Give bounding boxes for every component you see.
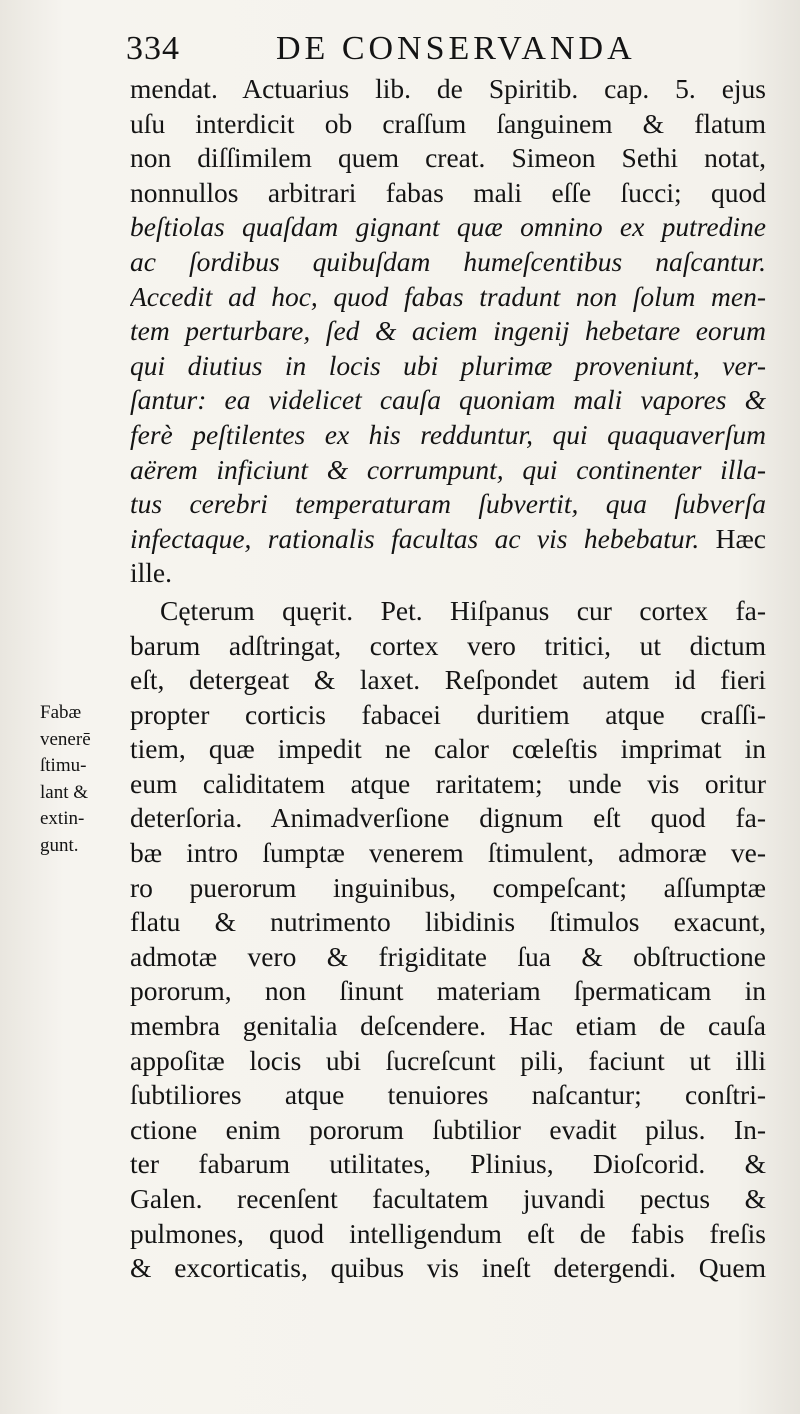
roman-segment: Hæc: [715, 522, 766, 554]
text-line: tiem, quæ impedit ne calor cœleſtis imprimat in: [130, 733, 766, 765]
text-line-italic: ferè peſtilentes ex his redduntur, qui quaquaverſum: [130, 418, 766, 450]
text-line: eſt, detergeat & laxet. Reſpondet autem id fieri: [130, 664, 766, 696]
text-line: appoſitæ locis ubi ſucreſcunt pili, faciunt ut illi: [130, 1044, 766, 1076]
page-header: [126, 28, 766, 68]
text-line-mixed: [130, 522, 766, 557]
text-line-italic: tus cerebri temperaturam ſubvertit, qua ſubverſa: [130, 488, 766, 520]
text-line: eum caliditatem atque raritatem; unde vis oritur: [130, 767, 766, 799]
text-line: uſu interdicit ob craſſum ſanguinem & flatum: [130, 107, 766, 139]
text-line: non diſſimilem quem creat. Simeon Sethi notat,: [130, 142, 766, 174]
text-line: membra genitalia deſcendere. Hac etiam de cauſa: [130, 1010, 766, 1042]
text-line: deterſoria. Animadverſione dignum eſt quod fa-: [130, 802, 766, 834]
text-line: mendat. Actuarius lib. de Spiritib. cap. 5. ejus: [130, 73, 766, 104]
margin-note-line: ſtimu-: [40, 755, 87, 776]
running-title: DE CONSERVANDA: [276, 30, 636, 67]
text-line: ctione enim pororum ſubtilior evadit pilus. In-: [130, 1113, 766, 1145]
text-line: flatu & nutrimento libidinis ſtimulos exacunt,: [130, 906, 766, 938]
italic-segment: infectaque, rationalis facultas ac vis hebebatur.: [130, 522, 700, 554]
text-line: & excorticatis, quibus vis ineſt detergendi. Quem: [130, 1252, 766, 1284]
text-line-italic: aërem inficiunt & corrumpunt, qui continenter illa-: [130, 453, 766, 485]
text-line: pulmones, quod intelligendum eſt de fabis freſis: [130, 1217, 766, 1249]
margin-note-line: lant &: [40, 781, 89, 803]
margin-note-line: extin-: [40, 808, 85, 829]
text-line: ille.: [130, 557, 173, 589]
text-line: Cęterum quęrit. Pet. Hiſpanus cur cortex fa-: [160, 594, 766, 626]
text-line: admotæ vero & frigiditate ſua & obſtructione: [130, 940, 766, 972]
text-line-italic: qui diutius in locis ubi plurimæ proveniunt, ver-: [130, 349, 766, 381]
margin-note-line: Fabæ: [40, 702, 82, 723]
text-line: ter fabarum utilitates, Plinius, Dioſcorid. &: [130, 1148, 766, 1180]
page-number: 334: [126, 30, 180, 67]
text-line-italic: Accedit ad hoc, quod fabas tradunt non ſolum men-: [130, 280, 766, 312]
text-line: nonnullos arbitrari fabas mali eſſe ſucci; quod: [130, 176, 766, 208]
body-text: [130, 72, 766, 1286]
text-line: Galen. recenſent facultatem juvandi pectus &: [130, 1183, 766, 1214]
text-line-italic: ſantur: ea videlicet cauſa quoniam mali vapores &: [130, 384, 766, 416]
margin-note: [40, 700, 120, 859]
text-line: propter corticis fabacei duritiem atque craſſi-: [130, 698, 766, 730]
text-line-italic: tem perturbare, ſed & aciem ingenij hebetare eorum: [130, 315, 766, 347]
margin-note-line: gunt.: [40, 834, 79, 856]
text-line: ſubtiliores atque tenuiores naſcantur; conſtri-: [130, 1079, 766, 1111]
text-line-italic: ac ſordibus quibuſdam humeſcentibus naſcantur.: [130, 245, 766, 277]
text-line: pororum, non ſinunt materiam ſpermaticam in: [130, 975, 766, 1007]
margin-note-line: venerē: [40, 728, 91, 750]
text-line: ro puerorum inguinibus, compeſcant; aſſumptæ: [130, 871, 766, 903]
text-line: bæ intro ſumptæ venerem ſtimulent, admoræ ve-: [130, 837, 766, 869]
text-line: barum adſtringat, cortex vero tritici, ut dictum: [130, 629, 766, 661]
text-line-italic: beſtiolas quaſdam gignant quæ omnino ex putredine: [130, 211, 766, 243]
